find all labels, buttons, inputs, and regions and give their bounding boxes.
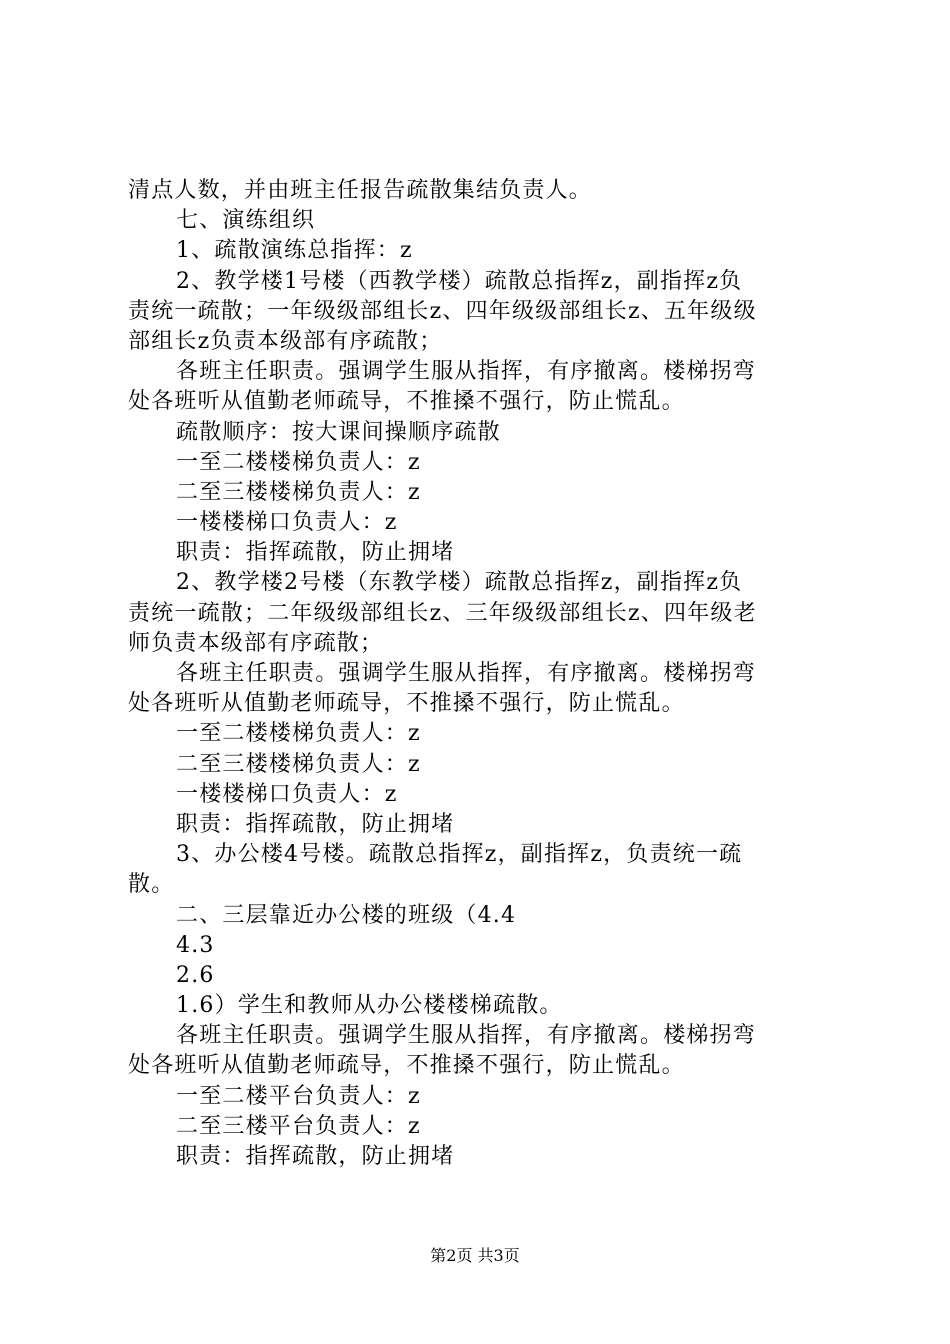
text-line: 2、教学楼2号楼（东教学楼）疏散总指挥z，副指挥z负 bbox=[176, 570, 743, 596]
text-line: 清点人数，并由班主任报告疏散集结负责人。 bbox=[128, 178, 593, 203]
text-line: 1、疏散演练总指挥：z bbox=[176, 238, 413, 264]
text-line: 处各班听从值勤老师疏导，不推搡不强行，防止慌乱。 bbox=[128, 389, 685, 415]
text-line: 各班主任职责。强调学生服从指挥，有序撤离。楼梯拐弯 bbox=[176, 661, 757, 686]
text-line: 职责：指挥疏散，防止拥堵 bbox=[176, 540, 455, 566]
text-line: 职责：指挥疏散，防止拥堵 bbox=[176, 811, 455, 837]
text-line: 二、三层靠近办公楼的班级（4.4 bbox=[176, 902, 517, 928]
text-line: 2.6 bbox=[176, 962, 215, 988]
text-line: 各班主任职责。强调学生服从指挥，有序撤离。楼梯拐弯 bbox=[176, 359, 757, 385]
text-line: 一楼楼梯口负责人：z bbox=[176, 510, 398, 536]
text-line: 一至二楼楼梯负责人：z bbox=[176, 721, 421, 747]
text-line: 散。 bbox=[128, 872, 175, 898]
text-line: 二至三楼平台负责人：z bbox=[176, 1113, 421, 1139]
text-line: 二至三楼楼梯负责人：z bbox=[176, 479, 421, 505]
text-line: 处各班听从值勤老师疏导，不推搡不强行，防止慌乱。 bbox=[128, 691, 685, 717]
text-line: 一至二楼平台负责人：z bbox=[176, 1083, 421, 1109]
text-line: 2、教学楼1号楼（西教学楼）疏散总指挥z，副指挥z负 bbox=[176, 268, 743, 294]
text-line: 二至三楼楼梯负责人：z bbox=[176, 751, 421, 777]
text-line: 责统一疏散；一年级级部组长z、四年级级部组长z、五年级级 bbox=[128, 298, 757, 324]
text-line: 师负责本级部有序疏散； bbox=[128, 630, 384, 656]
text-line: 一至二楼楼梯负责人：z bbox=[176, 449, 421, 475]
text-line: 4.3 bbox=[176, 932, 215, 958]
page-footer: 第2页 共3页 bbox=[430, 1246, 520, 1265]
document-body bbox=[128, 176, 833, 1172]
text-line: 责统一疏散；二年级级部组长z、三年级级部组长z、四年级老 bbox=[128, 600, 757, 626]
text-line: 3、办公楼4号楼。疏散总指挥z，副指挥z，负责统一疏 bbox=[176, 842, 743, 868]
text-line: 处各班听从值勤老师疏导，不推搡不强行，防止慌乱。 bbox=[128, 1053, 685, 1079]
text-line: 各班主任职责。强调学生服从指挥，有序撤离。楼梯拐弯 bbox=[176, 1023, 757, 1049]
text-line: 一楼楼梯口负责人：z bbox=[176, 781, 398, 807]
text-line: 职责：指挥疏散，防止拥堵 bbox=[176, 1144, 455, 1169]
text-line: 1.6）学生和教师从办公楼楼梯疏散。 bbox=[176, 993, 563, 1019]
text-line: 疏散顺序：按大课间操顺序疏散 bbox=[176, 419, 501, 445]
text-line: 七、演练组织 bbox=[176, 208, 316, 234]
text-line: 部组长z负责本级部有序疏散； bbox=[128, 328, 443, 354]
